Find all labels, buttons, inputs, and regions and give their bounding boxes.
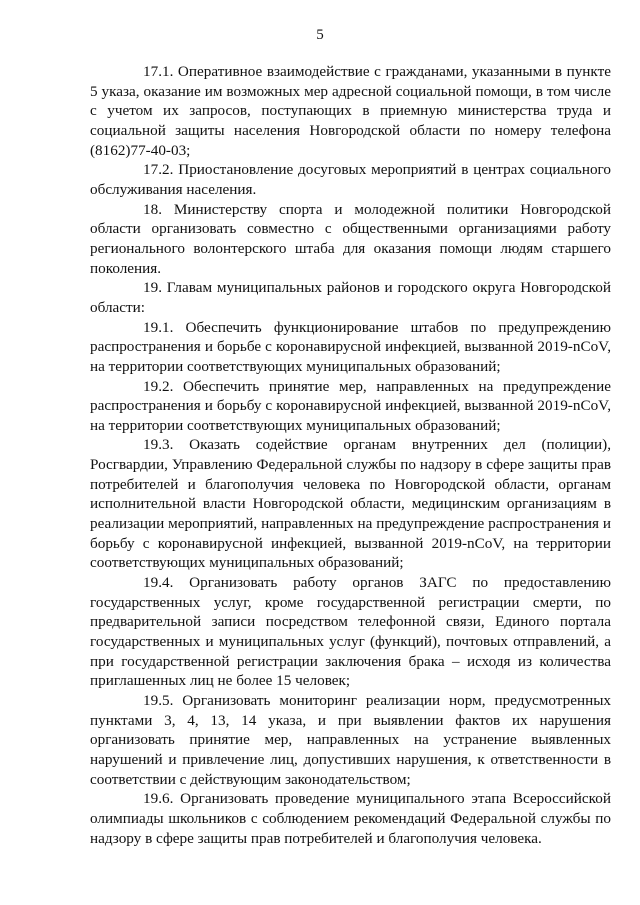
paragraph-17-1: 17.1. Оперативное взаимодействие с гражданами, указанными в пункте 5 указа, оказание им возможных мер адресной социальной помощи, в том числе с учетом их запросов, поступающих в приемную министерства труда и социальной защиты населения Новгородской области по номеру телефона (8162)77-40-03; [90,63,611,159]
paragraph-19-5: 19.5. Организовать мониторинг реализации норм, предусмотренных пунктами 3, 4, 13, 14 указа, и при выявлении фактов их нарушения организовать принятие мер, направленных на устранение выявленных нарушений и привлечение лиц, допустивших нарушения, к ответственности в соответствии с действующим законодательством; [90,692,611,788]
paragraph-18: 18. Министерству спорта и молодежной политики Новгородской области организовать совместно с общественными организациями работу регионального волонтерского штаба для оказания помощи людям старшего поколения. [90,200,611,277]
paragraph-19-6: 19.6. Организовать проведение муниципального этапа Всероссийской олимпиады школьников с соблюдением рекомендаций Федеральной службы по надзору в сфере защиты прав потребителей и благополучия человека. [90,790,611,847]
paragraph-17-2: 17.2. Приостановление досуговых мероприятий в центрах социального обслуживания населения. [90,161,611,198]
paragraph-19-4: 19.4. Организовать работу органов ЗАГС по предоставлению государственных услуг, кроме государственной регистрации смерти, по предварительной записи посредством телефонной связи, Единого портала государственных и муниципальных услуг (функций), почтовых отправлений, а при государственной регистрации заключения брака – исходя из количества приглашенных лиц не более 15 человек; [90,574,611,690]
paragraph-19-3: 19.3. Оказать содействие органам внутренних дел (полиции), Росгвардии, Управлению Федеральной службы по надзору в сфере защиты прав потребителей и благополучия человека по Новгородской области, органам исполнительной власти Новгородской области, медицинским организациям в реализации мероприятий, направленных на предупреждение распространения и борьбу с коронавирусной инфекцией, вызванной 2019-nCoV, на территории соответствующих муниципальных образований; [90,436,611,572]
document-body [90,62,611,848]
paragraph-19: 19. Главам муниципальных районов и городского округа Новгородской области: [90,279,611,316]
paragraph-19-2: 19.2. Обеспечить принятие мер, направленных на предупреждение распространения и борьбу с коронавирусной инфекцией, вызванной 2019-nCoV, на территории соответствующих муниципальных образований; [90,377,611,434]
page-number: 5 [316,27,324,43]
paragraph-19-1: 19.1. Обеспечить функционирование штабов по предупреждению распространения и борьбе с коронавирусной инфекцией, вызванной 2019-nCoV, на территории соответствующих муниципальных образований; [90,318,611,375]
